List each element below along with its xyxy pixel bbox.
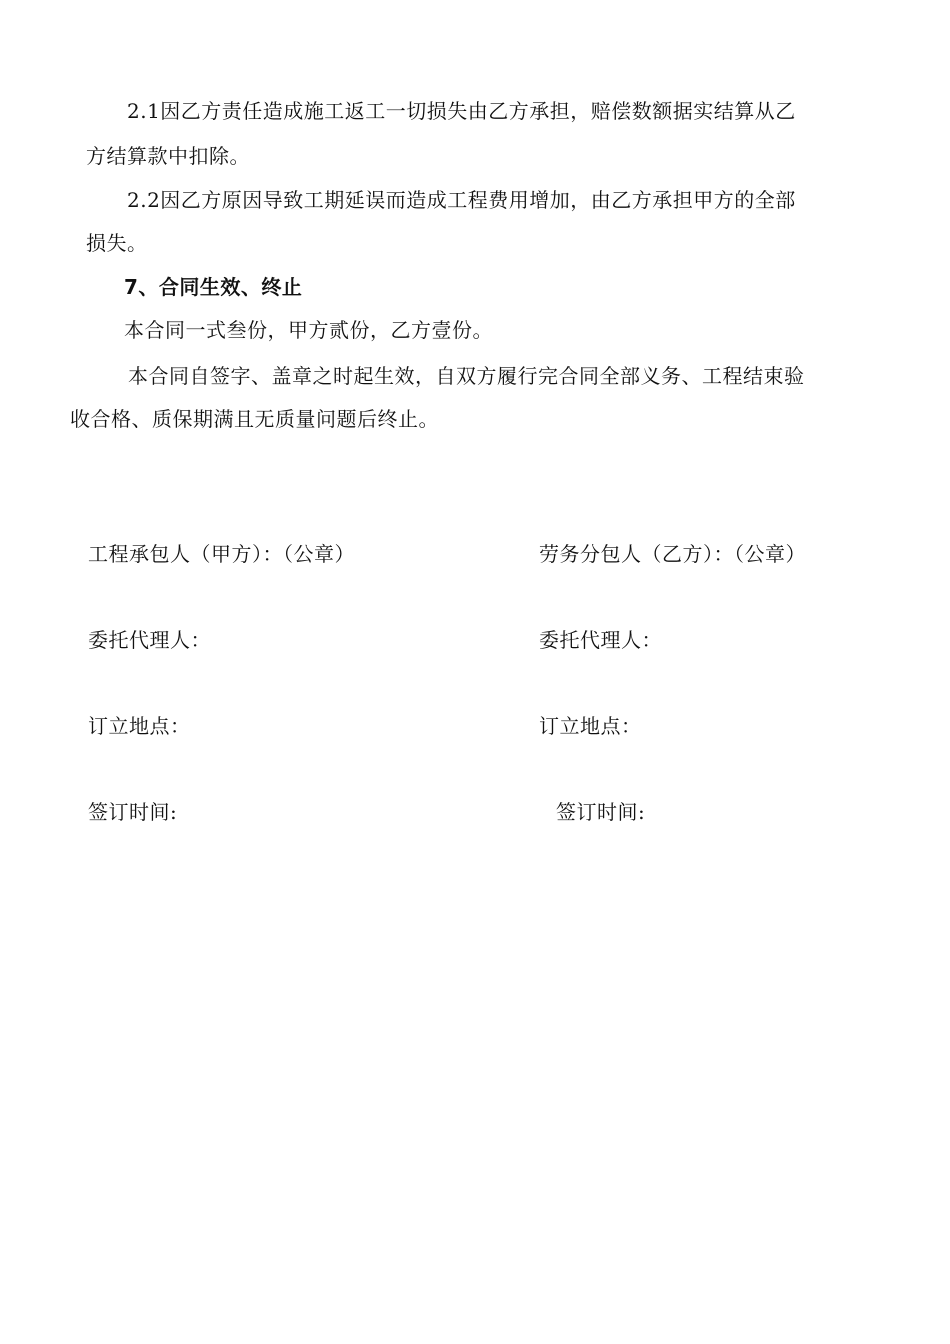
party-a-title: 工程承包人（甲方）：（公章） xyxy=(88,542,355,566)
clause-2-2-line-1: 2.2因乙方原因导致工期延误而造成工程费用增加，由乙方承担甲方的全部 xyxy=(127,188,796,212)
party-b-date-label: 签订时间: xyxy=(556,800,646,824)
party-b-place-label: 订立地点： xyxy=(539,714,642,738)
party-a-agent-label: 委托代理人： xyxy=(88,628,211,652)
clause-2-1-line-2: 方结算款中扣除。 xyxy=(86,144,250,168)
section-7-heading: 7、合同生效、终止 xyxy=(124,275,303,299)
clause-2-2-line-2: 损失。 xyxy=(86,231,148,255)
party-b-title: 劳务分包人（乙方）：（公章） xyxy=(539,542,806,566)
party-b-agent-label: 委托代理人： xyxy=(539,628,662,652)
clause-2-1-line-1: 2.1因乙方责任造成施工返工一切损失由乙方承担，赔偿数额据实结算从乙 xyxy=(127,99,796,123)
section-7-paragraph-1: 本合同一式叁份，甲方贰份，乙方壹份。 xyxy=(124,318,493,342)
party-a-place-label: 订立地点： xyxy=(88,714,191,738)
section-7-paragraph-2-line-1: 本合同自签字、盖章之时起生效，自双方履行完合同全部义务、工程结束验 xyxy=(128,364,805,388)
party-a-date-label: 签订时间: xyxy=(88,800,178,824)
section-7-paragraph-2-line-2: 收合格、质保期满且无质量问题后终止。 xyxy=(70,407,439,431)
